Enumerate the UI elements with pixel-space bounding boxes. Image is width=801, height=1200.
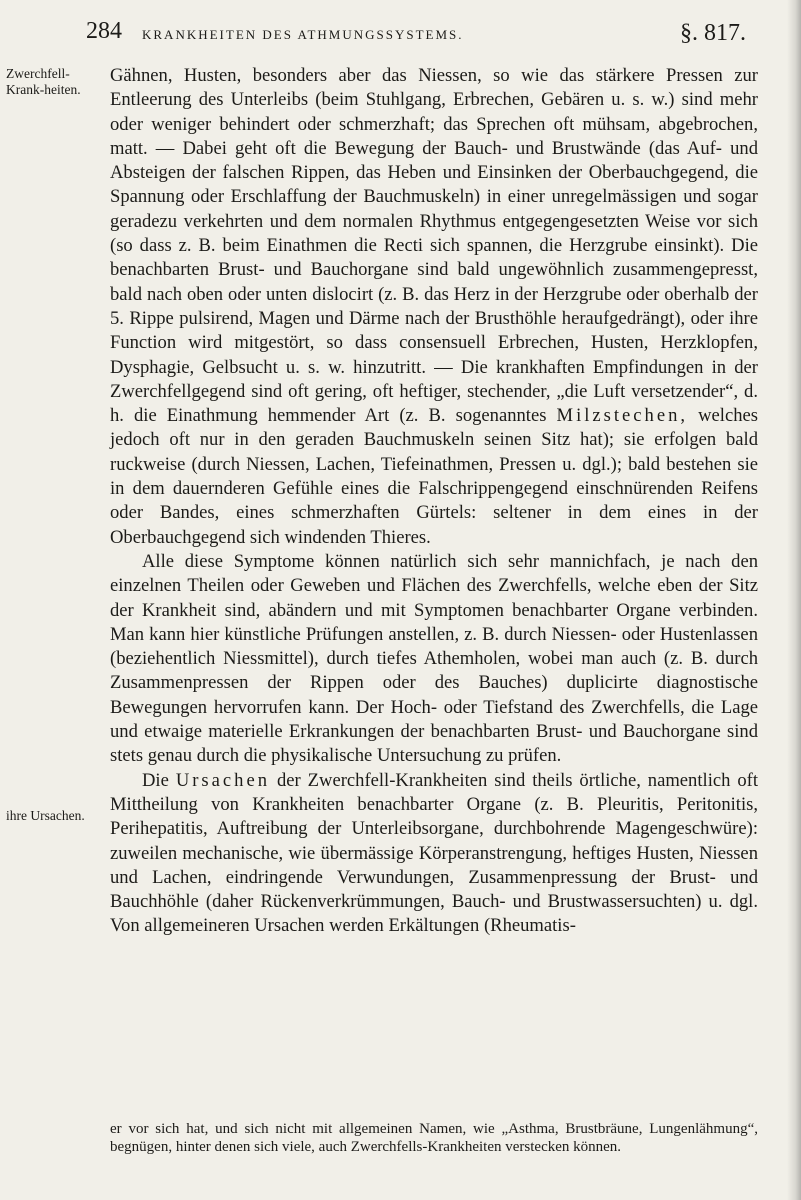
main-text (110, 64, 758, 939)
term-milzstechen: Milzstechen, (556, 405, 689, 427)
paragraph-causes (110, 769, 758, 939)
margin-note-zwerchfell-krankheiten: Zwerchfell-Krank-heiten. (6, 66, 81, 97)
page-number: 284 (86, 18, 122, 44)
paragraph-symptoms-text: Gähnen, Husten, besonders aber das Niessen, so wie das stärkere Pressen zur Entleerung des Unterleibs (beim Stuhlgang, Erbrechen, Gebären u. s. w.) sind mehr oder weniger behindert oder schmerzhaft; das Sprechen oft mühsam, abgebrochen, matt. — Dabei geht oft die Bewegung der Bauch- und Brustwände (das Auf- und Absteigen der falschen Rippen, das Heben und Einsinken der Oberbauchgegend, die Spannung oder Erschlaffung der Bauchmuskeln) in einer unregelmässigen und sogar geradezu verkehrten und dem normalen Rhythmus entgegengesetzten Weise vor sich (so dass z. B. beim Einathmen die Recti sich spannen, die Herzgrube einsinkt). Die benachbarten Brust- und Bauchorgane sind bald ungewöhnlich zusammengepresst, bald nach oben oder unten dislocirt (z. B. das Herz in der Herzgrube oder oberhalb der 5. Rippe pulsirend, Magen und Därme nach der Brusthöhle heraufgedrängt), oder ihre Function wird mitgestört, so dass consensuell Erbrechen, Husten, Herzklopfen, Dysphagie, Gelbsucht u. s. w. hinzutritt. — Die krankhaften Empfindungen in der Zwerchfellgegend sind oft gering, oft heftiger, stechender, „die Luft versetzender“, d. h. die Einathmung hemmender Art (z. B. sogenanntes (110, 65, 758, 427)
page-header (86, 14, 746, 54)
margin-note-ursachen: ihre Ursachen. (6, 808, 85, 823)
paragraph-causes-text: der Zwerchfell-Krankheiten sind theils örtliche, namentlich oft Mittheilung von Krankheiten benachbarter Organe (z. B. Pleuritis, Peritonitis, Perihepatitis, Auftreibung der Unterleibsorgane, durchbohrende Magengeschwüre): zuweilen mechanische, wie übermässige Körperanstrengung, heftiges Husten, Niessen und Lachen, eindringende Verwundungen, Zusammenpressung der Brust- und Bauchhöhle (daher Rückenverkrümmungen, Bauch- und Brustwassersuchten) u. dgl. Von allgemeineren Ursachen werden Erkältungen (Rheumatis- (110, 769, 759, 937)
paragraph-causes-lead: Die (142, 769, 169, 791)
running-title: KRANKHEITEN DES ATHMUNGSSYSTEMS. (142, 27, 464, 42)
paragraph-diagnosis: Alle diese Symptome können natürlich sich sehr mannichfach, je nach den einzelnen Theilen oder Geweben und Flächen des Zwerchfells, welche eben der Sitz der Krankheit sind, abändern und mit Symptomen benachbarter Organe verbinden. Man kann hier künstliche Prüfungen anstellen, z. B. durch Niessen- oder Hustenlassen (beziehentlich Niessmittel), durch tiefes Athemholen, wobei man auch (z. B. durch Zusammenpressen der Rippen oder des Bauches) duplicirte diagnostische Bewegungen hervorrufen kann. Der Hoch- oder Tiefstand des Zwerchfells, die Lage und etwaige materielle Erkrankungen der benachbarten Brust- und Bauchorgane sind stets genau durch die physikalische Untersuchung zu prüfen. (110, 550, 758, 767)
footnote: er vor sich hat, und sich nicht mit allgemeinen Namen, wie „Asthma, Brustbräune, Lungenlähmung“, begnügen, hinter denen sich viele, auch Zwerchfells-Krankheiten verstecken können. (110, 1121, 758, 1155)
page-edge-shadow (787, 0, 801, 1200)
paragraph-symptoms (110, 64, 758, 550)
term-ursachen: Ursachen (175, 769, 271, 791)
section-number: §. 817. (680, 20, 746, 46)
paragraph-symptoms-continuation: welches jedoch oft nur in den geraden Bauchmuskeln seinen Sitz hat); sie erfolgen bald ruckweise (durch Niessen, Lachen, Tiefeinathmen, Pressen u. dgl.); bald bestehen sie in dem dauernderen Gefühle eines die Falschrippengegend einschnürenden Reifens oder Bandes, eines schmerzhaften Gürtels: seltener in dem eines in der Oberbauchgegend sich windenden Thieres. (110, 405, 759, 548)
